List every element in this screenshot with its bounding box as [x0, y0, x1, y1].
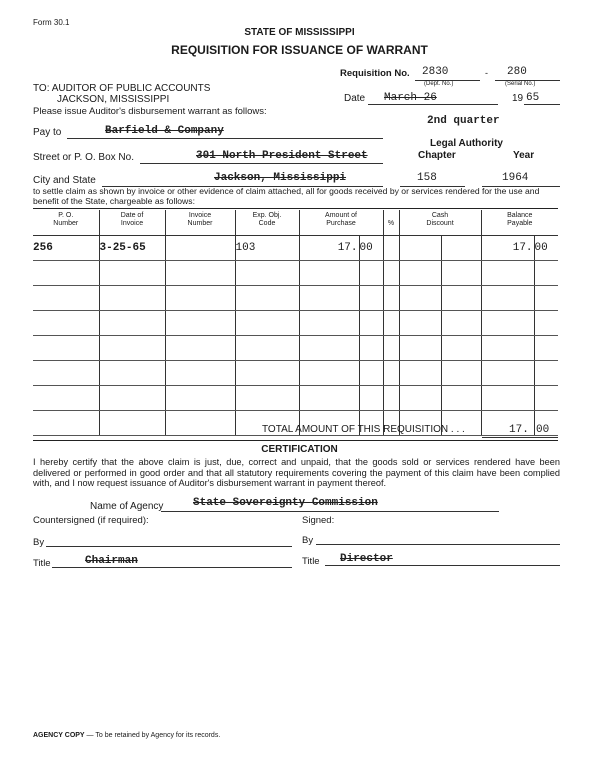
year-line	[524, 104, 560, 105]
legal-authority-label: Legal Authority	[430, 138, 503, 149]
year-prefix: 19	[512, 93, 524, 104]
signed-label: Signed:	[302, 515, 335, 526]
street-line	[140, 163, 383, 164]
header-po-number: P. O. Number	[33, 210, 99, 236]
cell-code: 103	[235, 236, 299, 261]
street-value[interactable]: 301 North President Street	[196, 150, 368, 162]
items-table	[33, 210, 558, 436]
table-row[interactable]	[33, 361, 558, 386]
form-number: Form 30.1	[33, 18, 70, 27]
total-label: TOTAL AMOUNT OF THIS REQUISITION . . .	[262, 424, 465, 435]
table-row[interactable]	[33, 386, 558, 411]
legal-year-value: 1964	[502, 172, 529, 184]
serial-caption: (Serial No.)	[505, 81, 536, 87]
dash: -	[485, 68, 488, 78]
table-row[interactable]	[33, 336, 558, 361]
pay-to-value[interactable]: Barfield & Company	[105, 125, 224, 137]
chapter-value: 158	[417, 172, 437, 184]
agency-name-label: Name of Agency	[90, 501, 164, 512]
cell-amount-cents: 00	[359, 236, 383, 261]
certification-heading: CERTIFICATION	[261, 444, 338, 455]
header-amount-of-purchase: Amount of Purchase	[299, 210, 383, 236]
cell-balance: 17.	[481, 236, 534, 261]
cell-discount	[399, 236, 441, 261]
footer-note	[33, 732, 220, 739]
settle-text: to settle claim as shown by invoice or other evidence of claim attached, all for goods received by or services rendered for the use and benefit of the State, chargeable as follows:	[33, 186, 540, 206]
total-cents: 00	[536, 424, 550, 436]
to-line-3: Please issue Auditor's disbursement warrant as follows:	[33, 106, 267, 117]
agency-copy-label: AGENCY COPY	[33, 732, 85, 739]
agency-name-line	[161, 511, 499, 512]
by-right-label: By	[302, 535, 314, 546]
dept-caption: (Dept. No.)	[424, 81, 454, 87]
quarter: 2nd quarter	[427, 115, 500, 127]
table-bottom-rule	[33, 440, 558, 441]
cell-invoice	[165, 236, 235, 261]
date-label: Date	[344, 93, 366, 104]
cell-amount: 17.	[299, 236, 359, 261]
table-row[interactable]	[33, 236, 558, 261]
cell-balance-cents: 00	[534, 236, 558, 261]
street-label: Street or P. O. Box No.	[33, 152, 134, 163]
certification-text: I hereby certify that the above claim is just, due, correct and unpaid, that the goods sold or services rendered have been delivered or performed in good order and that all statutory requirements covering the payment of this claim have been complied with, and I now request issuance of Auditor's disbursement warrant in payment thereof.	[33, 457, 560, 488]
header-cash-discount: Cash Discount	[399, 210, 481, 236]
pay-to-line	[67, 138, 383, 139]
table-row[interactable]	[33, 286, 558, 311]
table-row[interactable]	[33, 261, 558, 286]
title-right-label: Title	[302, 556, 320, 567]
pay-to-label: Pay to	[33, 127, 62, 138]
year-suffix: 65	[526, 92, 540, 104]
date-value: March 26	[384, 92, 437, 104]
header-invoice-number: Invoice Number	[165, 210, 235, 236]
table-row[interactable]	[33, 311, 558, 336]
header-date-of-invoice: Date of Invoice	[99, 210, 165, 236]
title-left-value[interactable]: Chairman	[85, 555, 138, 567]
serial-no: 280	[507, 66, 527, 78]
total-amount: 17.	[509, 424, 529, 436]
header-balance-payable: Balance Payable	[481, 210, 558, 236]
city-label: City and State	[33, 175, 96, 186]
to-line-2: JACKSON, MISSISSIPPI	[57, 94, 170, 105]
city-value[interactable]: Jackson, Mississippi	[214, 172, 347, 184]
by-left-label: By	[33, 537, 45, 548]
header-percent: %	[383, 210, 399, 236]
total-line	[482, 437, 558, 438]
form-title: REQUISITION FOR ISSUANCE OF WARRANT	[171, 43, 428, 57]
requisition-label: Requisition No.	[340, 68, 410, 79]
title-left-line	[52, 567, 292, 568]
year-label: Year	[513, 150, 535, 161]
table-top-rule	[33, 208, 558, 209]
title-right-line	[325, 565, 560, 566]
header-exp-obj-code: Exp. Obj. Code	[235, 210, 299, 236]
cell-percent	[383, 236, 399, 261]
by-right-line[interactable]	[316, 544, 560, 545]
to-line-1: TO: AUDITOR OF PUBLIC ACCOUNTS	[33, 83, 211, 94]
by-left-line[interactable]	[46, 546, 292, 547]
table-header-row	[33, 210, 558, 236]
agency-name-value[interactable]: State Sovereignty Commission	[193, 497, 378, 509]
footer-text: — To be retained by Agency for its records.	[84, 732, 221, 739]
cell-date: 3-25-65	[99, 236, 165, 261]
dept-no: 2830	[422, 66, 449, 78]
countersigned-label: Countersigned (if required):	[33, 515, 149, 526]
title-left-label: Title	[33, 558, 51, 569]
cell-po: 256	[33, 236, 99, 261]
state-heading: STATE OF MISSISSIPPI	[244, 27, 355, 38]
title-right-value[interactable]: Director	[340, 553, 393, 565]
date-line	[368, 104, 498, 105]
cell-discount-cents	[441, 236, 481, 261]
chapter-label: Chapter	[418, 150, 456, 161]
